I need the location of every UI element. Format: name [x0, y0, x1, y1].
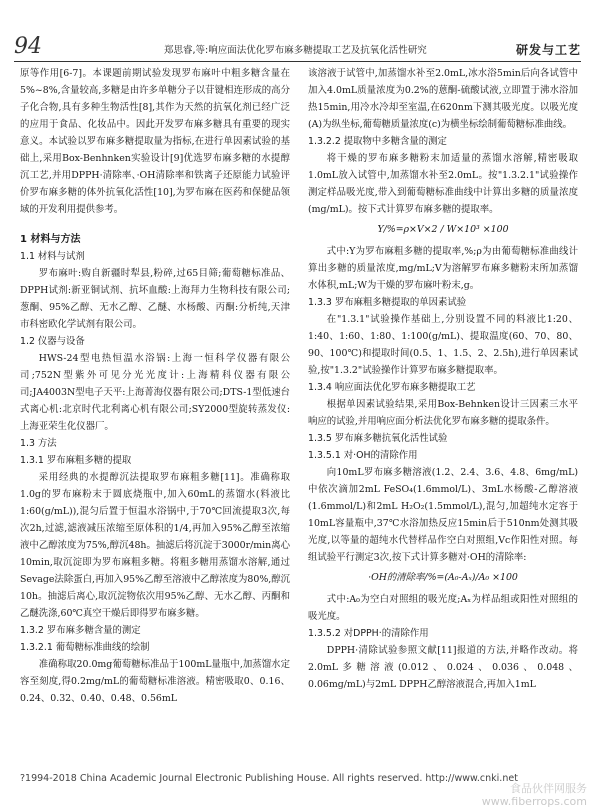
- paragraph: 根据单因素试验结果,采用Box-Behnken设计三因素三水平响应的试验,并用响应面分析法优化罗布麻多糖的提取条件。: [308, 399, 578, 427]
- subsubsection-heading: 1.3.4 响应面法优化罗布麻多糖提取工艺: [308, 382, 476, 393]
- subsection-heading: 1.2 仪器与设备: [20, 336, 85, 347]
- paragraph: DPPH·清除试验参照文献[11]报道的方法,并略作改动。将2.0mL多糖溶液(0.012、0.024、0.036、0.048、0.06mg/mL)与2mL DPPH乙醇溶液混合,再加入1mL: [308, 645, 578, 690]
- paragraph: 向10mL罗布麻多糖溶液(1.2、2.4、3.6、4.8、6mg/mL)中依次滴加2mL FeSO₄(1.6mmol/L)、3mL水杨酸-乙醇溶液(1.6mmol/L)和2mL H₂O₂(1.5mmol/L),混匀,加超纯水定容于10mL容量瓶中,37℃水浴加热反应15min后于510nm处测其吸光度,以等量的超纯水代替样品作空白对照组,Vc作阳性对照。每组试验平行测定3次,按下式计算多糖对·OH的清除率:: [308, 467, 578, 563]
- subsection-heading: 1.1 材料与试剂: [20, 251, 85, 262]
- subsubsection-heading: 1.3.1 罗布麻粗多糖的提取: [20, 455, 132, 466]
- paragraph: 将干燥的罗布麻多糖粉末加适量的蒸馏水溶解,精密吸取1.0mL放入试管中,加蒸馏水补至2.0mL。按"1.3.2.1"试验操作测定样品吸光度,带入到葡萄糖标准曲线中计算出多糖的质量浓度(mg/mL)。按下式计算罗布麻多糖的提取率。: [308, 153, 578, 215]
- watermark-line-1: 食品伙伴网服务: [510, 782, 587, 795]
- paragraph: 式中:Y为罗布麻粗多糖的提取率,%;ρ为由葡萄糖标准曲线计算出多糖的质量浓度,mg/mL;V为溶解罗布麻多糖粉末所加蒸馏水体积,mL;W为干燥的罗布麻叶粉末,g。: [308, 246, 578, 291]
- subsubsection-heading: 1.3.5 罗布麻多糖抗氧化活性试验: [308, 433, 448, 444]
- left-column: [20, 65, 290, 767]
- watermark-line-2: www.fiberrops.com: [481, 795, 587, 808]
- section-heading: 1 材料与方法: [20, 234, 81, 245]
- subsubsection-heading: 1.3.3 罗布麻粗多糖提取的单因素试验: [308, 297, 467, 308]
- paragraph: 在"1.3.1"试验操作基础上,分别设置不同的料液比1:20、1:40、1:60、1:80、1:100(g/mL)、提取温度(60、70、80、90、100℃)和提取时间(0.5、1、1.5、2、2.5h),进行单因素试验,按"1.3.2"试验操作计算罗布麻多糖提取率。: [308, 314, 578, 376]
- journal-name: 研发与工艺: [515, 43, 581, 57]
- subsubsection-heading: 1.3.5.1 对·OH的清除作用: [308, 450, 418, 461]
- page-header: [14, 34, 581, 62]
- page-number: 94: [14, 34, 42, 59]
- header-rule: [14, 61, 581, 62]
- subsubsection-heading: 1.3.2.1 葡萄糖标准曲线的绘制: [20, 642, 150, 653]
- formula: Y/%=ρ×V×2 / W×10³ ×100: [377, 224, 509, 235]
- running-title: 郑思睿,等:响应面法优化罗布麻多糖提取工艺及抗氧化活性研究: [164, 45, 427, 56]
- spacer: [20, 218, 290, 224]
- subsubsection-heading: 1.3.2.2 提取物中多糖含量的测定: [308, 136, 447, 147]
- copyright-footer: ?1994-2018 China Academic Journal Electronic Publishing House. All rights reserved. http://www.cnki.net: [20, 773, 518, 784]
- paragraph: HWS-24型电热恒温水浴锅:上海一恒科学仪器有限公司;752N型紫外可见分光光度计:上海精科仪器有限公司;JA4003N型电子天平:上海菁海仪器有限公司;DTS-1型低速台式离心机:北京时代北利离心机有限公司;SY2000型旋转蒸发仪:上海亚荣生化仪器厂。: [20, 353, 290, 432]
- formula: ·OH的清除率/%=(A₀-Aₓ)/A₀ ×100: [368, 572, 518, 583]
- paragraph: 罗布麻叶:购自新疆时犁县,粉碎,过65目筛;葡萄糖标准品、DPPH试剂:新亚铜试剂、抗坏血酸:上海拜力生物科技有限公司;葱酮、95%乙醇、无水乙醇、乙醚、水杨酸、丙酮:分析纯,天津市科密欧化学试剂有限公司。: [20, 268, 290, 330]
- subsubsection-heading: 1.3.2 罗布麻多糖含量的测定: [20, 625, 141, 636]
- paragraph: 原等作用[6-7]。本课题前期试验发现罗布麻叶中粗多糖含量在5%~8%,含量较高,多糖是由许多单糖分子以苷键相连形成的高分子化合物,具有多种生物活性[8],其作为天然的抗氧化剂已经广泛的应用于食品、化妆品中。因此开发罗布麻多糖具有重要的现实意义。本试验以罗布麻多糖提取量为指标,在进行单因素试验的基础上,采用Box-Benhnken实验设计[9]优选罗布麻多糖的水提醇沉工艺,并用DPPH·清除率、·OH清除率和铁离子还原能力试验评价罗布麻多糖的体外抗氧化活性[10],为罗布麻在医药和保健品领域的开发利用提供参考。: [20, 68, 290, 215]
- subsection-heading: 1.3 方法: [20, 438, 57, 449]
- site-watermark: [482, 782, 587, 808]
- paragraph: 式中:A₀为空白对照组的吸光度;Aₓ为样品组或阳性对照组的吸光度。: [308, 594, 578, 622]
- paragraph: 该溶液于试管中,加蒸馏水补至2.0mL,冰水浴5min后向各试管中加入4.0mL质量浓度为0.2%的蒽酮-硫酸试液,立即置于沸水浴加热15min,用冷水冷却至室温,在620nm下测其吸光度。以吸光度(A)为纵坐标,葡萄糖质量浓度(c)为横坐标绘制葡萄糖标准曲线。: [308, 68, 578, 130]
- subsubsection-heading: 1.3.5.2 对DPPH·的清除作用: [308, 628, 429, 639]
- paragraph: 准确称取20.0mg葡萄糖标准品于100mL量瓶中,加蒸馏水定容至刻度,得0.2mg/mL的葡萄糖标准溶液。精密吸取0、0.16、0.24、0.32、0.40、0.48、0.56mL: [20, 659, 290, 704]
- paragraph: 采用经典的水提醇沉法提取罗布麻粗多糖[11]。准确称取1.0g的罗布麻粉末于圆底烧瓶中,加入60mL的蒸馏水(料液比1:60(g/mL)),混匀后置于恒温水浴锅中,于70℃回流提取3次,每次2h,过滤,滤液减压浓缩至原体积的1/4,再加入95%乙醇至浓缩液中乙醇浓度为75%,醇沉48h。抽滤后将沉淀于3000r/min离心10min,取沉淀即为罗布麻粗多糖。将粗多糖用蒸馏水溶解,通过Sevage法除蛋白,再加入95%乙醇至溶液中乙醇浓度为80%,醇沉10h。抽滤后离心,取沉淀物依次用95%乙醇、无水乙醇、丙酮和乙醚洗涤,60℃真空干燥后即得罗布麻多糖。: [20, 472, 290, 619]
- right-column: [308, 65, 578, 767]
